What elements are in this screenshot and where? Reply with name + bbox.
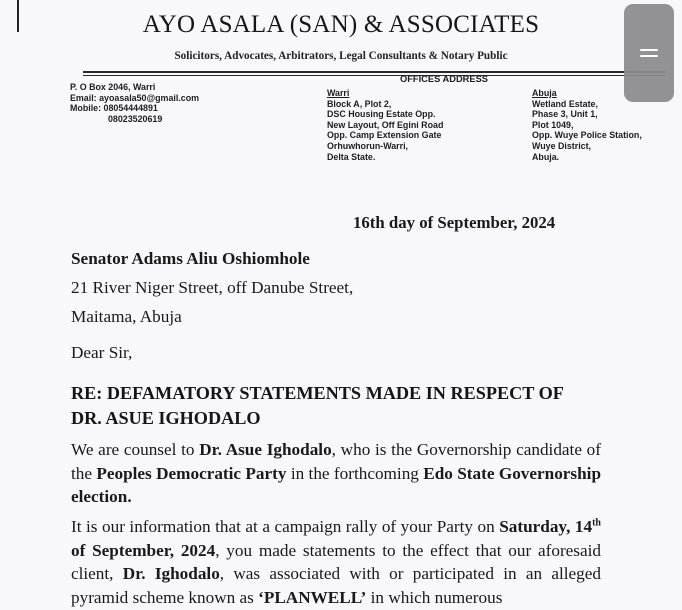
body-paragraph [71,515,601,609]
offices-heading: OFFICES ADDRESS [400,74,488,84]
subject-line: RE: DEFAMATORY STATEMENTS MADE IN RESPECT OF [71,383,564,403]
rally-day: Saturday, 14 [499,517,593,536]
subject-line: DR. ASUE IGHODALO [71,408,261,428]
text-run: , you made statements to the effect that our aforesaid client, [71,540,601,583]
party-name: Peoples Democratic Party [96,463,287,483]
election-name: Edo State Governorship election. [71,463,602,506]
address-line: New Layout, Off Egini Road [327,119,444,130]
address-line: Opp. Camp Extension Gate [327,130,442,141]
email: Email: ayoasala50@gmail.com [70,92,200,103]
text-run: It is our information that at a campaign rally of your Party on [71,517,500,536]
mobile: Mobile: 08054444891 [70,103,158,114]
address-line: Orhuwhorun-Warri, [327,140,409,151]
contact-block [70,82,270,124]
address-line: Plot 1049, [532,119,574,130]
firm-tagline: Solicitors, Advocates, Arbitrators, Legal Consultants & Notary Public [174,50,508,62]
address-line: Abuja. [532,151,560,162]
text-run: , who is the Governorship candidate of the [71,440,601,483]
scheme-name: ‘PLANWELL’ [258,587,367,607]
client-short-name: Dr. Ighodalo [122,564,220,583]
address-line: Delta State. [327,151,376,162]
text-run: We are counsel to [71,440,200,459]
text-run: in which numerous [366,587,503,607]
recipient-block [71,244,353,331]
warri-office-address [327,88,517,162]
address-line: Phase 3, Unit 1, [532,109,598,120]
address-line: Wetland Estate, [532,98,598,109]
warri-office-heading: Warri [327,88,350,98]
recipient-address-line: Maitama, Abuja [71,307,182,326]
rally-month-year: of September, 2024 [71,540,216,560]
body-paragraph [71,438,601,509]
letterhead-rule-thin [83,75,665,76]
hamburger-menu-icon [640,46,658,60]
address-line: Opp. Wuye Police Station, [532,130,642,141]
letterhead-rule [83,71,665,73]
firm-name: AYO ASALA (SAN) & ASSOCIATES [142,11,540,38]
text-run: , was associated with or participated in an alleged pyramid scheme known as [71,564,602,607]
abuja-office-heading: Abuja [532,88,557,98]
address-line: DSC Housing Estate Opp. [327,109,436,120]
ordinal-suffix: th [592,517,601,529]
letter-date: 16th day of September, 2024 [353,213,556,232]
salutation: Dear Sir, [71,343,133,362]
address-line: Block A, Plot 2, [327,98,392,109]
text-run: in the forthcoming [286,463,424,483]
subject-heading [71,381,651,431]
po-box: P. O Box 2046, Warri [70,82,156,92]
address-line: Wuye District, [532,140,592,151]
recipient-address-line: 21 River Niger Street, off Danube Street, [71,278,354,297]
client-name: Dr. Asue Ighodalo [199,440,332,459]
viewer-menu-button[interactable] [624,4,674,102]
recipient-name: Senator Adams Aliu Oshiomhole [71,249,310,268]
mobile-secondary: 08023520619 [108,113,163,124]
